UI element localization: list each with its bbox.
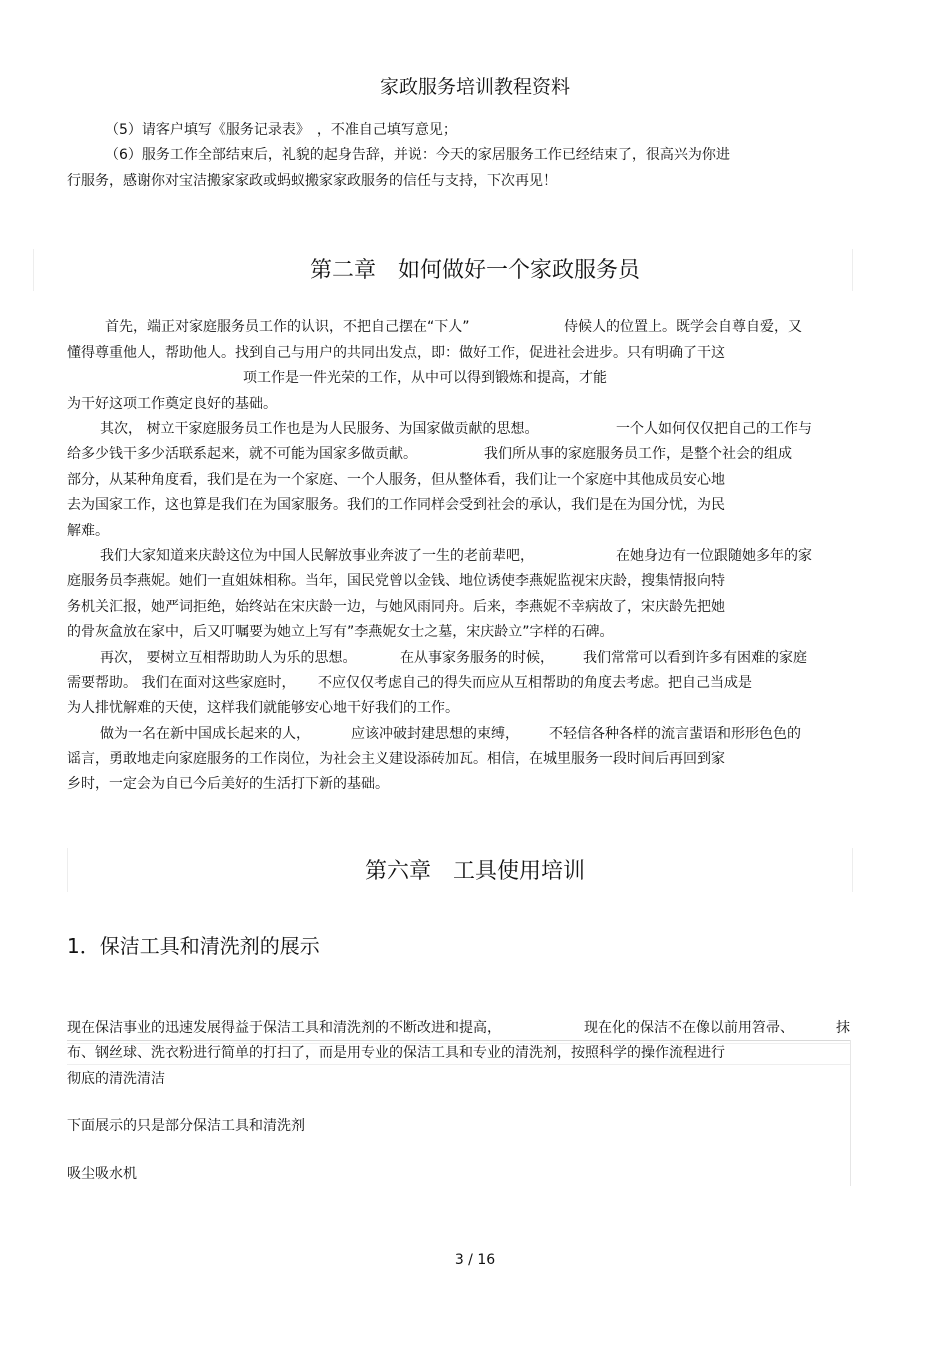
chapter2-line: 解难。 bbox=[67, 523, 109, 539]
chapter2-line: 首先，端正对家庭服务员工作的认识，不把自己摆在“下人” bbox=[105, 319, 470, 335]
intro-line: （5）请客户填写《服务记录表》 ，不准自己填写意见； bbox=[105, 122, 457, 138]
chapter2-line: 庭服务员李燕妮。她们一直姐妹相称。当年，国民党曾以金钱、地位诱使李燕妮监视宋庆龄，搜集情报向特 bbox=[67, 573, 725, 589]
intro-line: 行服务，感谢你对宝洁搬家家政或蚂蚁搬家家政服务的信任与支持，下次再见！ bbox=[67, 173, 557, 189]
row-divider bbox=[67, 1064, 851, 1065]
page-number: 3 / 16 bbox=[454, 1252, 496, 1268]
chapter2-line: 去为国家工作，这也算是我们在为国家服务。我们的工作同样会受到社会的承认，我们是在为国分忧，为民 bbox=[67, 497, 725, 513]
section1-line: 吸尘吸水机 bbox=[67, 1166, 137, 1182]
chapter6-title: 第六章 工具使用培训 bbox=[364, 859, 585, 884]
chapter2-line: 项工作是一件光荣的工作，从中可以得到锻炼和提高，才能 bbox=[243, 370, 607, 386]
chapter2-line: 懂得尊重他人，帮助他人。找到自己与用户的共同出发点，即：做好工作，促进社会进步。只有明确了干这 bbox=[67, 345, 725, 361]
section1-line: 下面展示的只是部分保洁工具和清洗剂 bbox=[67, 1118, 305, 1134]
chapter2-line: 乡时，一定会为自已今后美好的生活打下新的基础。 bbox=[67, 776, 389, 792]
section1-line: 现在保洁事业的迅速发展得益于保洁工具和清洗剂的不断改进和提高， bbox=[67, 1020, 501, 1036]
chapter2-line: 应该冲破封建思想的束缚， bbox=[351, 726, 519, 742]
document-header: 家政服务培训教程资料 bbox=[379, 76, 570, 98]
section1-title: 1．保洁工具和清洗剂的展示 bbox=[67, 934, 320, 958]
section1-line: 彻底的清洗清洁 bbox=[67, 1071, 165, 1087]
chapter2-line: 侍候人的位置上。既学会自尊自爱，又 bbox=[564, 319, 802, 335]
chapter2-line: 为干好这项工作奠定良好的基础。 bbox=[67, 396, 277, 412]
chapter2-line: 我们常常可以看到许多有困难的家庭 bbox=[583, 650, 807, 666]
intro-line: （6）服务工作全部结束后，礼貌的起身告辞，并说：今天的家居服务工作已经结束了，很高兴为你进 bbox=[105, 147, 730, 163]
chapter2-line: 我们大家知道来庆龄这位为中国人民解放事业奔波了一生的老前辈吧， bbox=[100, 548, 534, 564]
section1-line: 布、钢丝球、洗衣粉进行简单的打扫了，而是用专业的保洁工具和专业的清洗剂，按照科学的操作流程进行 bbox=[67, 1045, 725, 1061]
row-divider bbox=[67, 1040, 851, 1041]
section1-line: 抹 bbox=[836, 1020, 850, 1036]
chapter2-line: 不轻信各种各样的流言蜚语和形形色色的 bbox=[549, 726, 801, 742]
chapter2-line: 为人排忧解难的天使，这样我们就能够安心地干好我们的工作。 bbox=[67, 700, 459, 716]
chapter2-line: 在她身边有一位跟随她多年的家 bbox=[616, 548, 812, 564]
chapter2-line: 的骨灰盒放在家中，后又叮嘱要为她立上写有”李燕妮女士之墓，宋庆龄立”字样的石碑。 bbox=[67, 624, 614, 640]
chapter2-line: 做为一名在新中国成长起来的人， bbox=[100, 726, 310, 742]
chapter2-line: 一个人如何仅仅把自己的工作与 bbox=[616, 421, 812, 437]
box-border bbox=[850, 1040, 851, 1186]
chapter2-line: 给多少钱干多少活联系起来，就不可能为国家多做贡献。 bbox=[67, 446, 417, 462]
chapter2-line: 我们所从事的家庭服务员工作，是整个社会的组成 bbox=[484, 446, 792, 462]
chapter2-title: 第二章 如何做好一个家政服务员 bbox=[309, 258, 640, 283]
chapter2-line: 务机关汇报，她严词拒绝，始终站在宋庆龄一边，与她风雨同舟。后来，李燕妮不幸病故了，宋庆龄先把她 bbox=[67, 599, 725, 615]
section1-line: 现在化的保洁不在像以前用笤帚、 bbox=[584, 1020, 794, 1036]
chapter2-line: 部分，从某种角度看，我们是在为一个家庭、一个人服务，但从整体看，我们让一个家庭中其他成员安心地 bbox=[67, 472, 725, 488]
chapter2-line: 不应仅仅考虑自己的得失而应从互相帮助的角度去考虑。把自己当成是 bbox=[318, 675, 752, 691]
chapter2-line: 谣言，勇敢地走向家庭服务的工作岗位，为社会主义建设添砖加瓦。相信，在城里服务一段时间后再回到家 bbox=[67, 751, 725, 767]
chapter2-line: 再次， 要树立互相帮助助人为乐的思想。 bbox=[100, 650, 357, 666]
chapter2-line: 在从事家务服务的时候， bbox=[400, 650, 554, 666]
chapter2-line: 需要帮助。 我们在面对这些家庭时， bbox=[67, 675, 296, 691]
chapter2-line: 其次， 树立干家庭服务员工作也是为人民服务、为国家做贡献的思想。 bbox=[100, 421, 539, 437]
